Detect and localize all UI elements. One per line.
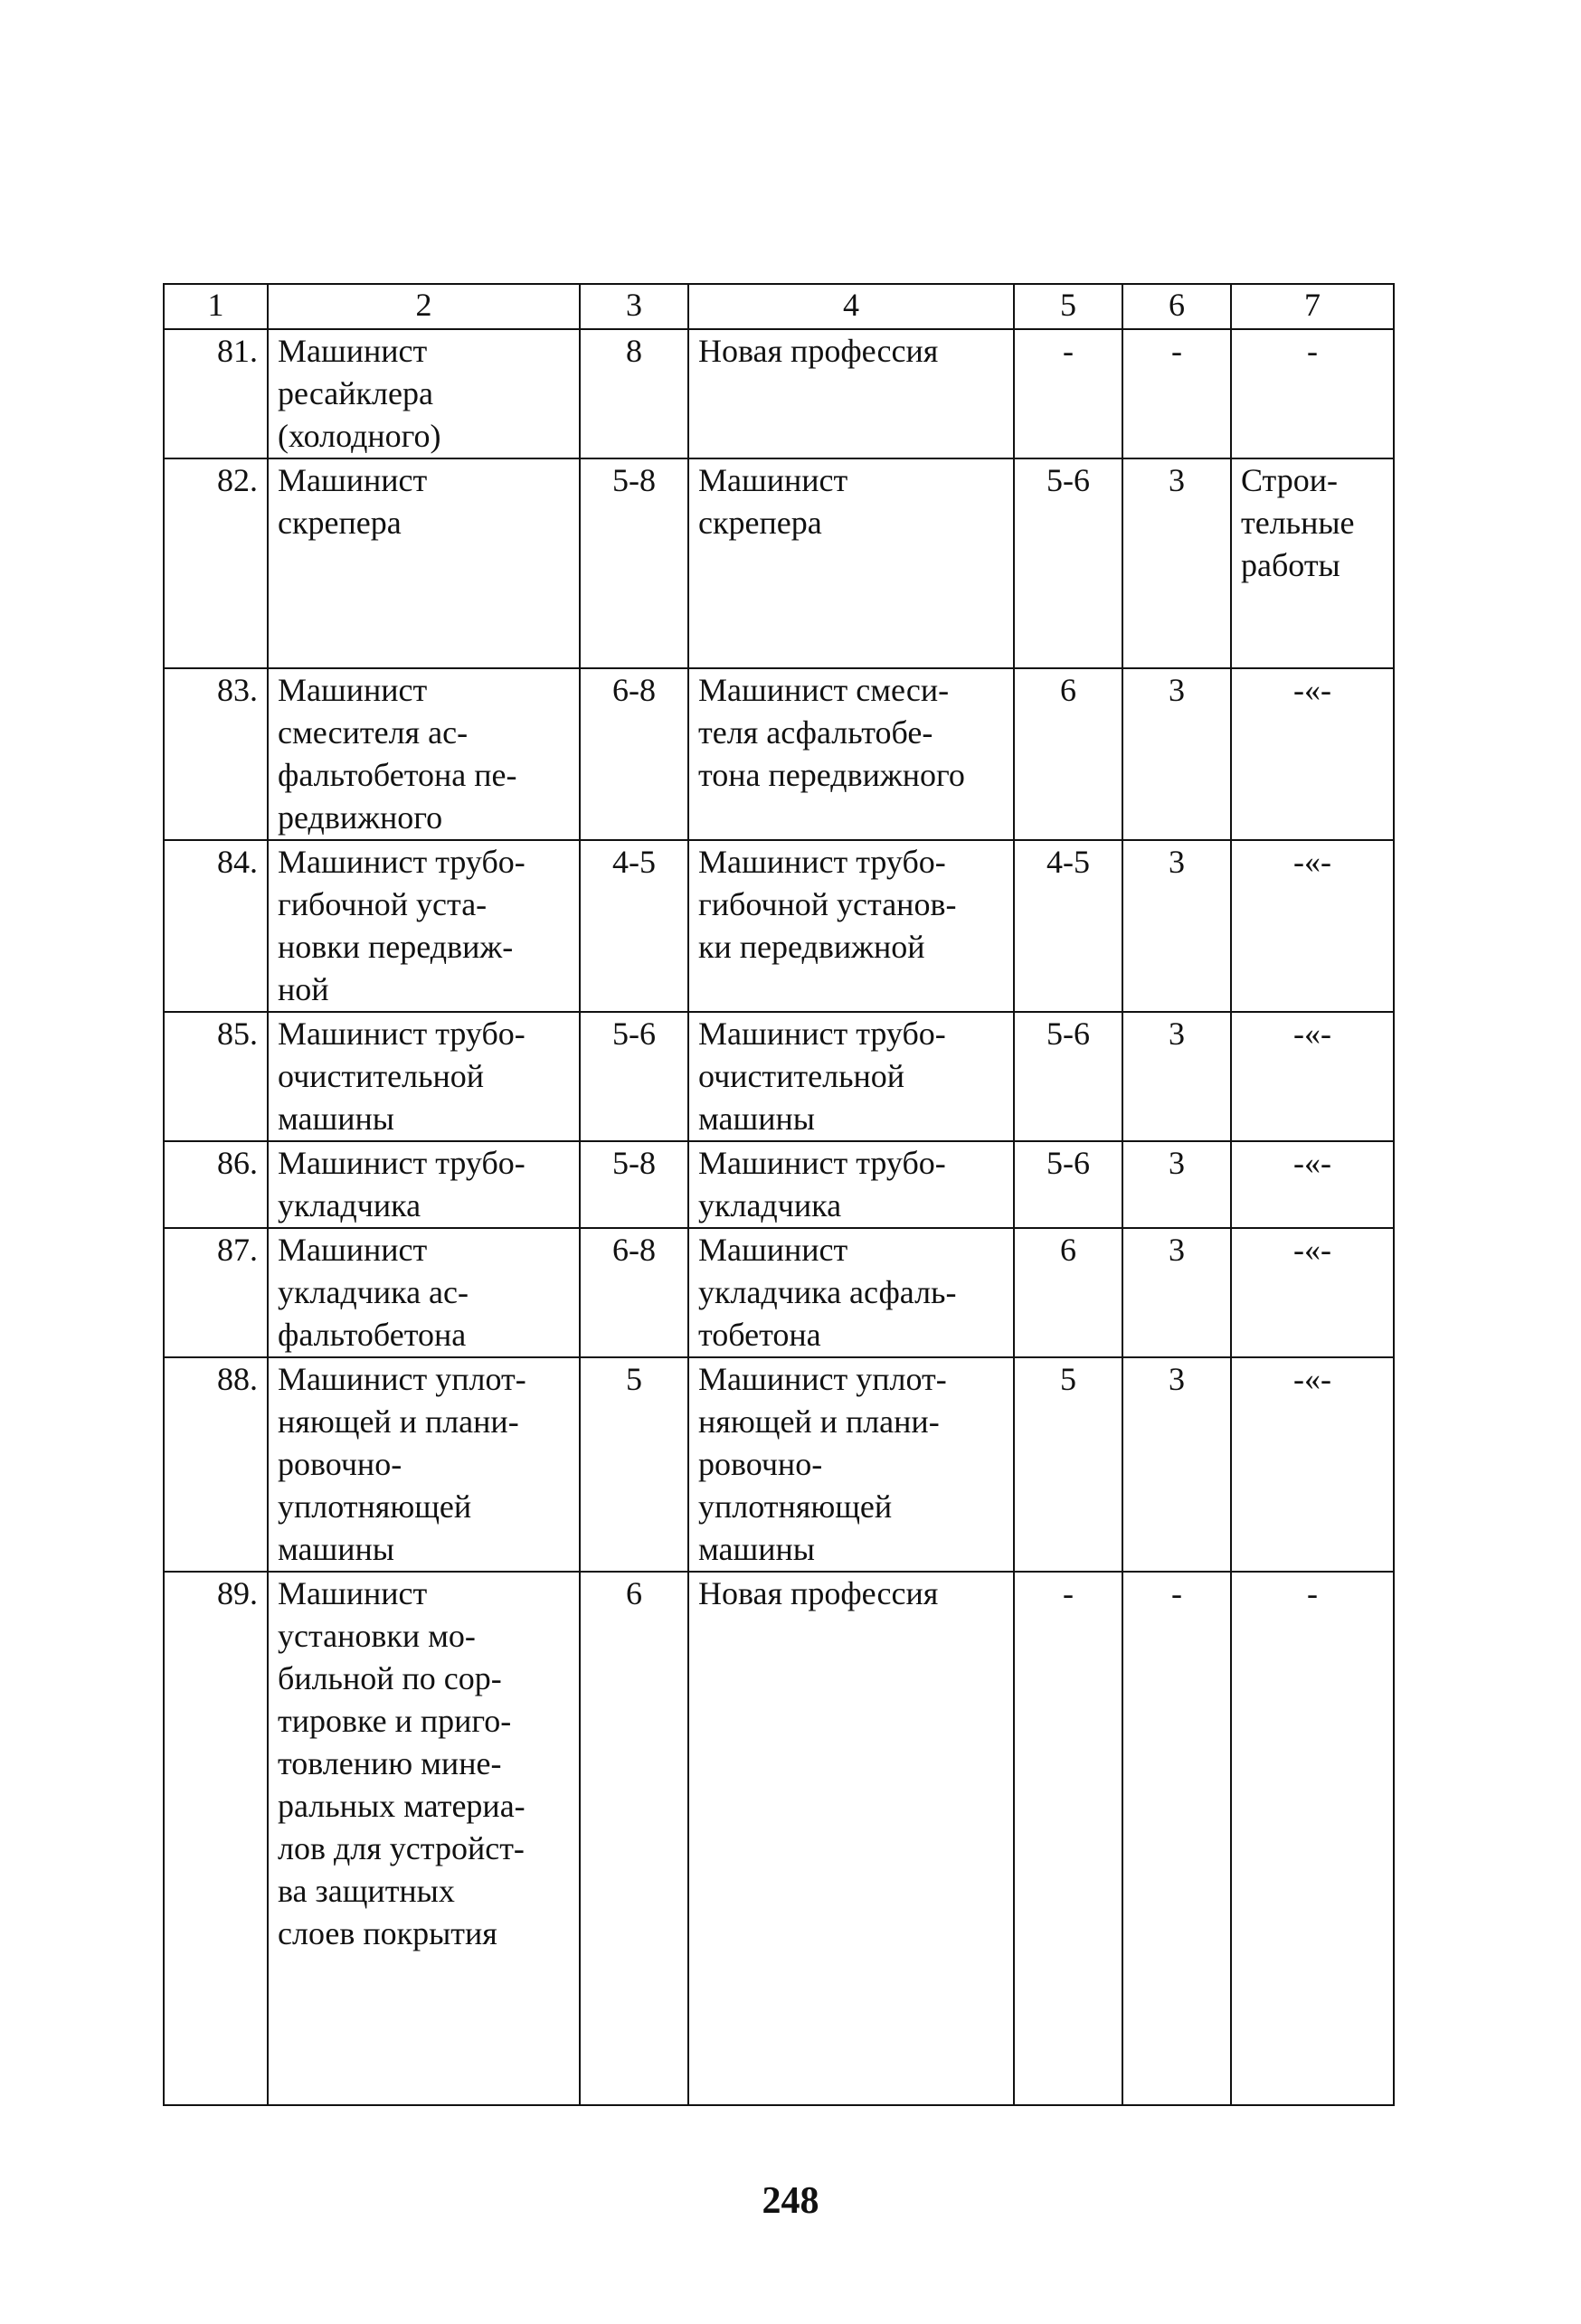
column-7-value: -«- [1231,1228,1394,1357]
table-row [164,329,1394,458]
previous-grade: 5-6 [1014,458,1122,668]
row-number: 84. [164,840,268,1012]
row-number: 82. [164,458,268,668]
row-number: 83. [164,668,268,840]
previous-grade: - [1014,1572,1122,2105]
header-col-4: 4 [688,284,1014,329]
previous-grade: 5-6 [1014,1012,1122,1141]
row-number: 87. [164,1228,268,1357]
table-row [164,458,1394,668]
profession-name: Машинист установки мо- бильной по сор- тировке и приго- товлению мине- ральных материа- лов для устройст- ва защитных слоев покрытия [268,1572,580,2105]
grade-range: 6-8 [580,1228,688,1357]
column-6-value: 3 [1122,458,1231,668]
header-col-1: 1 [164,284,268,329]
column-6-value: - [1122,1572,1231,2105]
table-row [164,1012,1394,1141]
previous-profession: Машинист уплот- няющей и плани- ровочно- уплотняющей машины [688,1357,1014,1572]
column-6-value: 3 [1122,668,1231,840]
previous-grade: 4-5 [1014,840,1122,1012]
profession-name: Машинист трубо- очистительной машины [268,1012,580,1141]
grade-range: 8 [580,329,688,458]
previous-grade: 5-6 [1014,1141,1122,1228]
column-7-value: -«- [1231,668,1394,840]
column-7-value: -«- [1231,1012,1394,1141]
column-7-value: -«- [1231,1141,1394,1228]
profession-name: Машинист трубо- укладчика [268,1141,580,1228]
grade-range: 6-8 [580,668,688,840]
previous-profession: Машинист укладчика асфаль- тобетона [688,1228,1014,1357]
grade-range: 5 [580,1357,688,1572]
grade-range: 5-6 [580,1012,688,1141]
profession-name: Машинист ресайклера (холодного) [268,329,580,458]
previous-profession: Машинист трубо- гибочной установ- ки передвижной [688,840,1014,1012]
column-7-value: Строи- тельные работы [1231,458,1394,668]
previous-profession: Машинист трубо- укладчика [688,1141,1014,1228]
row-number: 88. [164,1357,268,1572]
table-row [164,840,1394,1012]
grade-range: 6 [580,1572,688,2105]
profession-name: Машинист смесителя ас- фальтобетона пе- редвижного [268,668,580,840]
table-row [164,1141,1394,1228]
previous-grade: 5 [1014,1357,1122,1572]
profession-name: Машинист уплот- няющей и плани- ровочно- уплотняющей машины [268,1357,580,1572]
professions-table [163,283,1395,2106]
table-row [164,1572,1394,2105]
row-number: 85. [164,1012,268,1141]
table-row [164,1357,1394,1572]
grade-range: 5-8 [580,458,688,668]
header-col-3: 3 [580,284,688,329]
column-7-value: - [1231,1572,1394,2105]
header-col-6: 6 [1122,284,1231,329]
column-7-value: -«- [1231,1357,1394,1572]
column-6-value: 3 [1122,1357,1231,1572]
previous-profession: Машинист скрепера [688,458,1014,668]
row-number: 81. [164,329,268,458]
column-7-value: - [1231,329,1394,458]
previous-profession: Машинист трубо- очистительной машины [688,1012,1014,1141]
column-6-value: 3 [1122,1141,1231,1228]
previous-grade: - [1014,329,1122,458]
header-row [164,284,1394,329]
column-6-value: 3 [1122,1228,1231,1357]
column-6-value: 3 [1122,840,1231,1012]
profession-name: Машинист укладчика ас- фальтобетона [268,1228,580,1357]
profession-name: Машинист скрепера [268,458,580,668]
row-number: 86. [164,1141,268,1228]
page-number: 248 [762,2180,819,2222]
previous-profession: Новая профессия [688,329,1014,458]
grade-range: 5-8 [580,1141,688,1228]
row-number: 89. [164,1572,268,2105]
column-7-value: -«- [1231,840,1394,1012]
column-6-value: - [1122,329,1231,458]
previous-grade: 6 [1014,1228,1122,1357]
table-row [164,1228,1394,1357]
header-col-7: 7 [1231,284,1394,329]
grade-range: 4-5 [580,840,688,1012]
previous-grade: 6 [1014,668,1122,840]
table-row [164,668,1394,840]
header-col-2: 2 [268,284,580,329]
previous-profession: Новая профессия [688,1572,1014,2105]
header-col-5: 5 [1014,284,1122,329]
column-6-value: 3 [1122,1012,1231,1141]
previous-profession: Машинист смеси- теля асфальтобе- тона передвижного [688,668,1014,840]
profession-name: Машинист трубо- гибочной уста- новки передвиж- ной [268,840,580,1012]
